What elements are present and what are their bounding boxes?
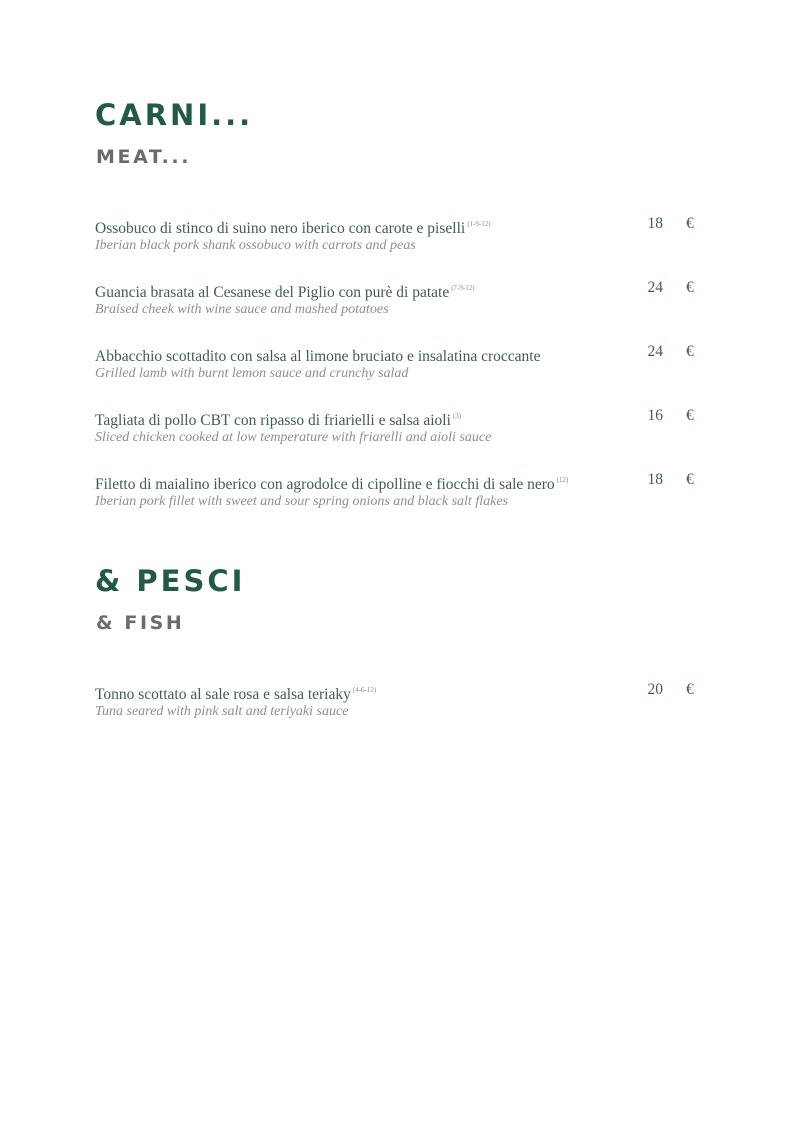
item-description: Tuna seared with pink salt and teriyaki sauce <box>95 704 349 719</box>
section-subtitle: MEAT... <box>96 146 192 168</box>
item-name <box>95 681 376 704</box>
item-price: 18 <box>647 471 663 488</box>
currency-symbol: € <box>686 681 694 698</box>
section-title: & PESCI <box>95 564 246 598</box>
menu-item <box>95 279 705 319</box>
item-price: 24 <box>647 343 663 360</box>
menu-item <box>95 215 705 255</box>
menu-item <box>95 681 705 721</box>
item-description: Iberian pork fillet with sweet and sour spring onions and black salt flakes <box>95 494 508 509</box>
item-price: 18 <box>647 215 663 232</box>
menu-item <box>95 343 705 383</box>
item-description: Sliced chicken cooked at low temperature with friarelli and aioli sauce <box>95 430 492 445</box>
item-name <box>95 407 461 430</box>
item-price: 20 <box>647 681 663 698</box>
currency-symbol: € <box>686 343 694 360</box>
allergens-note: (12) <box>556 476 569 484</box>
allergens-note: (7-9-12) <box>451 284 475 292</box>
allergens-note: (1-9-12) <box>467 220 491 228</box>
item-price: 24 <box>647 279 663 296</box>
menu-item <box>95 471 705 511</box>
currency-symbol: € <box>686 215 694 232</box>
item-name-text: Filetto di maialino iberico con agrodolce di cipolline e fiocchi di sale nero <box>95 476 555 493</box>
item-description: Braised cheek with wine sauce and mashed potatoes <box>95 302 389 317</box>
allergens-note: (4-6-12) <box>352 686 377 694</box>
section-subtitle: & FISH <box>96 612 185 634</box>
menu-item <box>95 407 705 447</box>
item-name-text: Abbacchio scottadito con salsa al limone bruciato e insalatina croccante <box>95 348 541 365</box>
item-name <box>95 215 491 238</box>
currency-symbol: € <box>686 471 694 488</box>
currency-symbol: € <box>686 407 694 424</box>
currency-symbol: € <box>686 279 694 296</box>
section-title: CARNI... <box>95 98 254 132</box>
allergens-note: (3) <box>452 412 462 420</box>
item-name-text: Tonno scottato al sale rosa e salsa teriaky <box>95 686 351 703</box>
item-description: Iberian black pork shank ossobuco with carrots and peas <box>95 238 416 253</box>
item-description: Grilled lamb with burnt lemon sauce and crunchy salad <box>95 366 409 381</box>
item-name-text: Ossobuco di stinco di suino nero iberico con carote e piselli <box>95 220 466 237</box>
item-name <box>95 471 568 494</box>
item-price: 16 <box>647 407 663 424</box>
item-name-text: Guancia brasata al Cesanese del Piglio con purè di patate <box>95 284 450 301</box>
item-name <box>95 343 542 366</box>
item-name-text: Tagliata di pollo CBT con ripasso di friarielli e salsa aioli <box>95 412 451 429</box>
item-name <box>95 279 475 302</box>
